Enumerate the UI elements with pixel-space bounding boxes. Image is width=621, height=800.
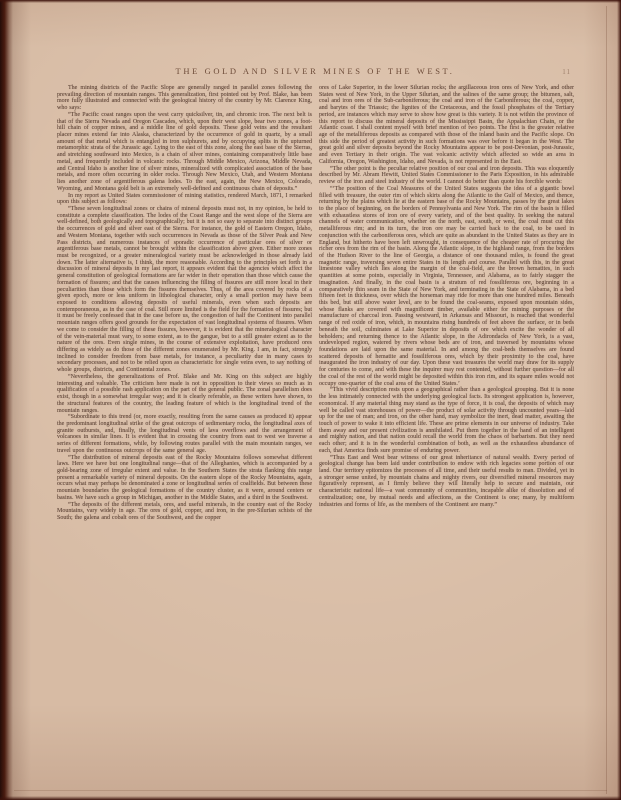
paragraph: “‘The position of the Coal Measures of the United States suggests the idea of a gigantic bowl filled with treasure, the outer rim of which skirts along the Atlantic to the Gulf of Mexico, and thence, returning by the plains which lie at the eastern base of the Rocky Mountains, passes by the great lakes to the place of beginning, on the borders of Pennsylvania and New York. The rim of the basin is filled with exhaustless stores of iron ore of every variety, and of the best quality. In seeking the natural channels of water communication, whether on the north, east, south, or west, the coal must cut this metalliferous rim; and in its turn, the iron ore may be carried back to the coal, to be used in conjunction with the carboniferous ores, which are quite as abundant in the United States as they are in England, but hitherto have been left unwrought, in consequence of the cheaper rate of procuring the richer ores from the rim of the basin. Along the Atlantic slope, in the highland range, from the borders of the Hudson River to the line of Georgia, a distance of one thousand miles, is found the great magnetic range, traversing seven entire States in its length and course. Parallel with this, in the great limestone valley which lies along the margin of the coal-field, are the brown hematites, in such quantities at some points, especially in Virginia, Tennessee, and Alabama, as to fairly stagger the imagination. And finally, in the coal basin is a stratum of red fossiliferous ore, beginning in a comparatively thin seam in the State of New York, and terminating in the State of Alabama, in a bed fifteen feet in thickness, over which the horseman may ride for more than one hundred miles. Beneath this bed, but still above water level, are to be found the coal-seams, exposed upon mountain sides, whose flanks are covered with magnificent timber, available either for mining purposes or the manufacture of charcoal iron. Passing westward, in Arkansas and Missouri, is reached that wonderful range of red oxide of iron, which, in mountains rising hundreds of feet above the surface, or in beds beneath the soil, culminates at Lake Superior in deposits of ore which excite the wonder of all beholders; and returning thence to the Atlantic slope, in the Adirondacks of New York, is a vast, undeveloped region, watered by rivers whose beds are of iron, and traversed by mountains whose foundations are laid upon the same material. In and among the coal-beds themselves are found scattered deposits of hematite and fossiliferous ores, which by their proximity to the coal, have inaugurated the iron industry of our day. Upon these vast treasures the world may draw for its supply for centuries to come, and with these the inquirer may rest contented, without further question—for all the coal of the rest of the world might be deposited within this iron rim, and its square miles would not occupy one-quarter of the coal area of the United States.’ bbox=[319, 185, 574, 387]
paragraph: “The distribution of mineral deposits east of the Rocky Mountains follows somewhat different laws. Here we have but one longitudinal range—that of the Alleghanies, which is accompanied by a gold-bearing zone of irregular extent and value. In the Southern States the strata flanking this range present a remarkable variety of mineral deposits. On the eastern slope of the Rocky Mountains, again, occurs what may perhaps be denominated a zone or longitudinal series of coalfields. But between these mountain boundaries the geological formations of the country cluster, as it were, around centers or basins. We have such a group in Michigan, another in the Middle States, and a third in the Southwest. bbox=[57, 454, 312, 501]
paragraph: “Thus East and West bear witness of our great inheritance of natural wealth. Every period of geological change has been laid under contribution to endow with rich legacies some portion of our land. Our territory epitomizes the processes of all time, and their useful results to man. Divided, yet in a stronger sense united, by mountain chains and mighty rivers, our diversified mineral resources may figuratively represent, as I firmly believe they will literally help to secure and maintain, our characteristic national life—a vast community of communities, incapable alike of dissolution and of centralization; one, by mutual needs and affections, as the Continent is one; many, by multiform industries and forms of life, as the members of the Continent are many.” bbox=[319, 454, 574, 508]
paragraph: “The other point is the peculiar relative position of our coal and iron deposits. This was eloquently described by Mr. Abram Hewitt, United States Commissioner to the Paris Exposition, in his admirable review of the iron and steel industry of the world. I cannot do better than quote his forcible words: bbox=[319, 165, 574, 186]
page-edge-line-bottom bbox=[14, 790, 607, 791]
book-spine-shadow bbox=[0, 0, 13, 800]
paragraph: “The Pacific coast ranges upon the west carry quicksilver, tin, and chromic iron. The next belt is that of the Sierra Nevada and Oregon Cascades, which, upon their west slope, bear two zones, a foot-hill chain of copper mines, and a middle line of gold deposits. These gold veins and the resultant placer mines extend far into Alaska, characterized by the occurrence of gold in quartz, by a small amount of that metal which is entangled in iron sulphurets, and by occupying splits in the upturned metamorphic strata of the Jurassic age. Lying to the east of this zone, along the east base of the Sierras, and stretching southward into Mexico, is a chain of silver mines, containing comparatively little base metal, and frequently included in volcanic rocks. Through Middle Mexico, Arizona, Middle Nevada, and Central Idaho is another line of silver mines, mineralized with complicated association of the base metals, and more often occurring in older rocks. Through New Mexico, Utah, and Western Montana lies another zone of argentiferous galena lodes. To the east, again, the New Mexico, Colorado, Wyoming, and Montana gold belt is an extremely well-defined and continuous chain of deposits.” bbox=[57, 111, 312, 192]
paragraph: In my report as United States commissioner of mining statistics, rendered March, 1871, I remarked upon this subject as follows: bbox=[57, 192, 312, 206]
paragraph: “The deposits of the different metals, ores, and useful minerals, in the country east of the Rocky Mountains, vary widely in age. The ores of gold, copper, and iron, in the pre-Silurian schists of the South; the galena and cobalt ores of the Southwest, and the copper bbox=[57, 501, 312, 521]
photo-edge-right bbox=[617, 0, 621, 800]
photo-edge-bottom bbox=[0, 796, 621, 800]
paragraph: “Nevertheless, the generalizations of Prof. Blake and Mr. King on this subject are highly interesting and valuable. The criticism here made is not in opposition to their views so much as in qualification of a possible rash application on the part of the general public. The zonal parallelism does exist, though in a somewhat irregular way; and it is clearly referable, as these writers have shown, to the structural features of the country, the leading feature of which is the longitudinal trend of the mountain ranges. bbox=[57, 373, 312, 414]
body-text-column-left bbox=[57, 85, 312, 522]
page-edge-line-right bbox=[606, 6, 607, 794]
running-head-title: THE GOLD AND SILVER MINES OF THE WEST. bbox=[175, 66, 455, 76]
body-text-column-right bbox=[319, 85, 574, 522]
photo-edge-top bbox=[0, 0, 621, 3]
paragraph: “Subordinate to this trend (or, more exactly, resulting from the same causes as produced it) appear the predominant longitudinal strike of the great outcrops of sedimentary rocks, the longitudinal axes of granite outbursts, and, finally, the longitudinal vents of lava overflows and the arrangement of volcanoes in similar lines. It is evident that in crossing the country from east to west we traverse a series of different formations, while, by following routes parallel with the main mountain ranges, we travel upon the continuous outcrops of the same general age. bbox=[57, 414, 312, 454]
page-number: 11 bbox=[562, 68, 571, 76]
body-text bbox=[57, 85, 574, 522]
paragraph: The mining districts of the Pacific Slope are generally ranged in parallel zones following the prevailing direction of mountain ranges. This generalization, first pointed out by Prof. Blake, has been more fully illustrated and connected with the geological history of the country by Mr. Clarence King, who says: bbox=[57, 85, 312, 112]
paragraph: “These seven longitudinal zones or chains of mineral deposits must not, in my opinion, be held to constitute a complete classification. The lodes of the Coast Range and the west slope of the Sierra are well-defined, both geologically and topographically; but it is not so easy to separate into distinct groups the occurrences of gold and silver east of the Sierra. For instance, the gold of Eastern Oregon, Idaho, and Western Montana, together with such occurrences in Nevada as those of the Silver Peak and New Pass districts, and numerous instances of sporadic occurrence of particular ores of silver or argentiferous base metals, cannot be brought within the classification above given. Either more zones must be recognized, or a greater mineralogical variety must be acknowledged in those already laid down. The latter alternative is, I think, the more reasonable. According to the principles set forth in a discussion of mineral deposits in my last report, it appears evident that the agencies which affect the general constitution of geological formations are far wider in their operation than those which cause the formation of fissures; and that the causes influencing the filling of fissures are still more local in their peculiarities than those which form the fissures themselves. Thus, of the area covered by rocks of a given epoch, more or less uniform in lithological character, only a small portion may have been exposed to conditions allowing deposits of useful minerals, even when such deposits are contemporaneous, as in the case of coal. Still more limited is the field for the formation of fissures; but it must be freely confessed that in the case before us, the congestion of half the Continent into parallel mountain ranges offers good grounds for the expectation of vast longitudinal systems of fissures. When we come to consider the filling of these fissures, however, it is evident that the mineralogical character of the vein-material must vary, to some extent, as to the gangue, but to a still greater extent as to the nature of the ores. Even single mines, in the course of extensive exploitation, have produced ores differing as widely as do those of the different zones enumerated by Mr. King. I am, in fact, strongly inclined to consider freedom from base metals, for instance, a peculiarity due in many cases to secondary processes, and not to be relied upon as characteristic for single veins even, to say nothing of whole groups, districts, and Continental zones. bbox=[57, 205, 312, 374]
paragraph-continuation: ores of Lake Superior, in the lower Silurian rocks; the argillaceous iron ores of New York, and other States west of New York, in the Upper Silurian, and the salines of the same group; the bitumen, salt, coal and iron ores of the Sub-carboniferous; the coal and iron of the Carboniferous; the coal, copper, and barytes of the Triassic; the lignites of the Cretaceous, and the fossil phosphates of the Tertiary period, are instances which may serve to show how great is this variety. It is not within the province of this report to discuss the mineral deposits of the Mississippi Basin, the Appalachian Chain, or the Atlantic coast. I shall content myself with brief mention of two points. The first is the greater relative age of the metalliferous deposits as compared with those of the inland basin and the Pacific slope. On this side the period of greatest activity in such formations was over before it began in the West. The great gold and silver deposits beyond the Rocky Mountains appear to be post-Devonian, post-Jurassic, and even Tertiary in their origin. The vast volcanic activity which affected so wide an area in California, Oregon, Washington, Idaho, and Nevada, is not represented in the East. bbox=[319, 85, 574, 165]
paragraph: “This vivid description rests upon a geographical rather than a geological grouping. But it is none the less intimately connected with the underlying geological facts. Its strongest application is, however, economical. If any material thing may stand as the type of force, it is coal, the deposits of which may well be called vast storehouses of power—the product of solar activity through uncounted years—laid up for the use of man; and iron, on the other hand, may symbolize the inert, dead matter, awaiting the touch of power to wake it into efficient life. These are prime elements in our universe of industry. Take them away and our present civilization is annihilated. Put them together in the hand of an intelligent and mighty nation, and that nation could recall the world from the chaos of barbarism. But they need each other; and it is in the wonderful combination of both, as well as the exhaustless abundance of each, that America finds sure promise of enduring power. bbox=[319, 387, 574, 454]
